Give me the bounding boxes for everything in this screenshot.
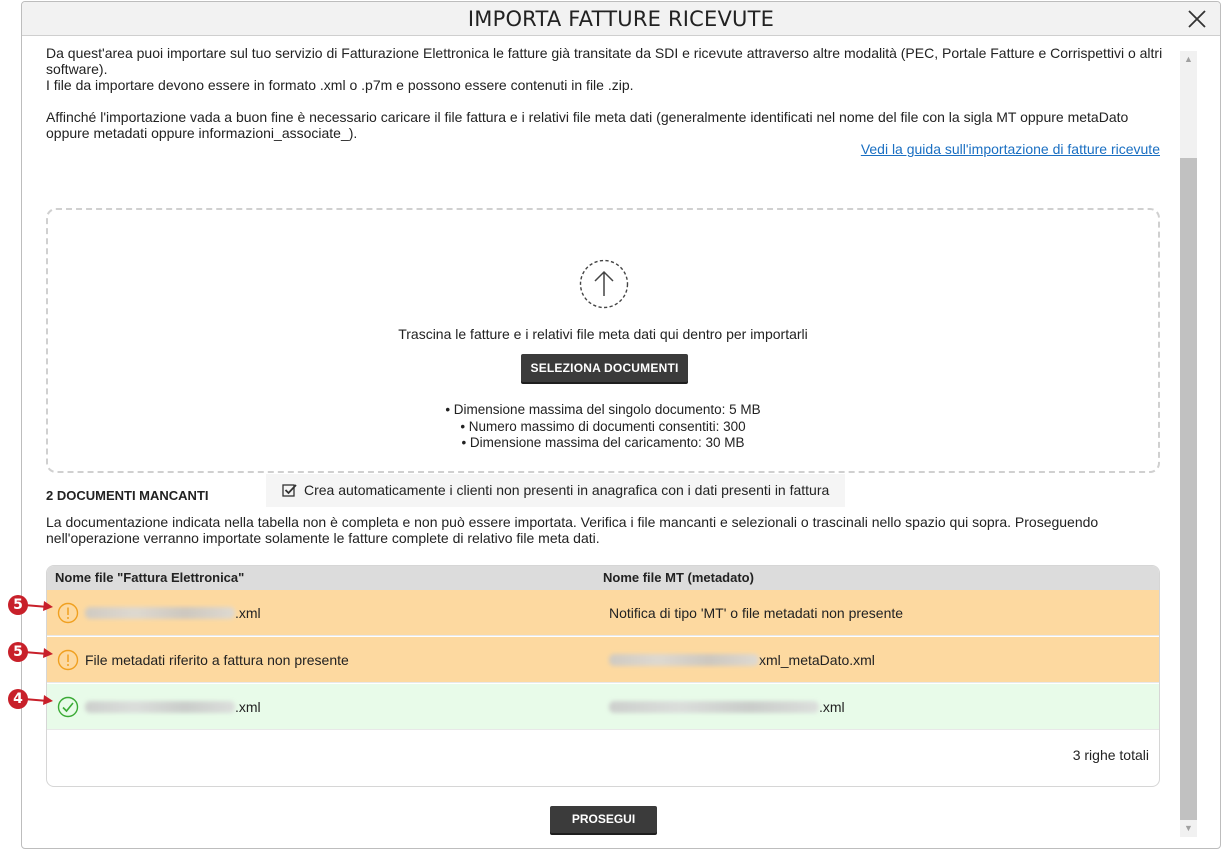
dialog-title: IMPORTA FATTURE RICEVUTE	[467, 7, 775, 31]
dialog-content	[22, 37, 1182, 849]
limit-item: • Dimensione massima del singolo documento: 5 MB	[445, 402, 761, 417]
import-dialog	[21, 1, 1221, 849]
blurred-filename	[609, 701, 819, 713]
guide-link[interactable]: Vedi la guida sull'importazione di fatture ricevute	[860, 141, 1160, 157]
warning-circle-icon	[57, 649, 79, 671]
intro-line-3: Affinché l'importazione vada a buon fine è necessario caricare il file fattura e i relativi file meta dati (generalmente identificati nel nome del file con la sigla MT oppure metaDato oppure metadati oppure informazioni_associate_).	[46, 109, 1129, 141]
column-header-invoice-file: Nome file "Fattura Elettronica"	[55, 570, 245, 585]
metadata-file-name: Notifica di tipo 'MT' o file metadati non presente	[609, 605, 904, 621]
annotation-marker: 5	[8, 642, 52, 664]
invoice-file-name: .xml	[235, 605, 261, 621]
close-icon[interactable]	[1186, 8, 1208, 30]
dialog-titlebar	[22, 2, 1220, 36]
missing-documents-description: La documentazione indicata nella tabella non è completa e non può essere importata. Verifica i file mancanti e selezionali o trascinali nello spazio qui sopra. Proseguendo nell'operazione verranno importate solamente le fatture complete di relativo file meta dati.	[46, 514, 1099, 546]
upload-arrow-icon	[579, 259, 629, 309]
limit-item: • Numero massimo di documenti consentiti: 300	[460, 418, 746, 434]
table-row[interactable]	[47, 637, 1159, 683]
intro-text	[46, 45, 1166, 141]
warning-circle-icon	[57, 602, 79, 624]
check-circle-icon	[57, 696, 79, 718]
proceed-button[interactable]: PROSEGUI	[550, 806, 657, 833]
metadata-file-name: .xml	[819, 699, 845, 715]
scroll-up-icon[interactable]: ▲	[1184, 54, 1193, 64]
arrow-right-icon	[24, 644, 54, 660]
blurred-filename	[609, 654, 759, 666]
missing-documents-table	[46, 565, 1160, 787]
metadata-file-name: xml_metaDato.xml	[759, 652, 875, 668]
checkbox-checked-icon[interactable]	[282, 482, 298, 498]
column-header-metadata-file: Nome file MT (metadato)	[603, 570, 754, 585]
table-row[interactable]	[47, 684, 1159, 730]
auto-create-clients-option[interactable]	[266, 474, 845, 507]
missing-documents-title: 2 DOCUMENTI MANCANTI	[46, 488, 209, 503]
table-row[interactable]	[47, 590, 1159, 636]
dropzone[interactable]	[46, 208, 1160, 473]
scrollbar-thumb[interactable]	[1180, 158, 1197, 820]
blurred-filename	[85, 607, 235, 619]
table-header	[47, 566, 1159, 590]
select-documents-button[interactable]: SELEZIONA DOCUMENTI	[521, 354, 688, 382]
intro-line-2: I file da importare devono essere in formato .xml o .p7m e possono essere contenuti in file .zip.	[46, 77, 634, 93]
auto-create-label: Crea automaticamente i clienti non presenti in anagrafica con i dati presenti in fattura	[304, 482, 830, 498]
blurred-filename	[85, 701, 235, 713]
limit-item: • Dimensione massima del caricamento: 30 MB	[461, 435, 745, 450]
invoice-file-name: .xml	[235, 699, 261, 715]
upload-limits	[48, 402, 1158, 452]
arrow-right-icon	[24, 691, 54, 707]
dropzone-text: Trascina le fatture e i relativi file meta dati qui dentro per importarli	[398, 326, 808, 342]
annotation-marker: 4	[8, 689, 52, 711]
arrow-right-icon	[24, 597, 54, 613]
scroll-down-icon[interactable]: ▼	[1184, 823, 1193, 833]
intro-line-1: Da quest'area puoi importare sul tuo servizio di Fatturazione Elettronica le fatture già transitate da SDI e ricevute attraverso altre modalità (PEC, Portale Fatture e Corrispettivi o altri software).	[46, 45, 1163, 77]
scrollbar[interactable]	[1180, 51, 1197, 837]
row-count: 3 righe totali	[1072, 747, 1149, 763]
invoice-file-name: File metadati riferito a fattura non presente	[85, 652, 349, 668]
annotation-marker: 5	[8, 595, 52, 617]
